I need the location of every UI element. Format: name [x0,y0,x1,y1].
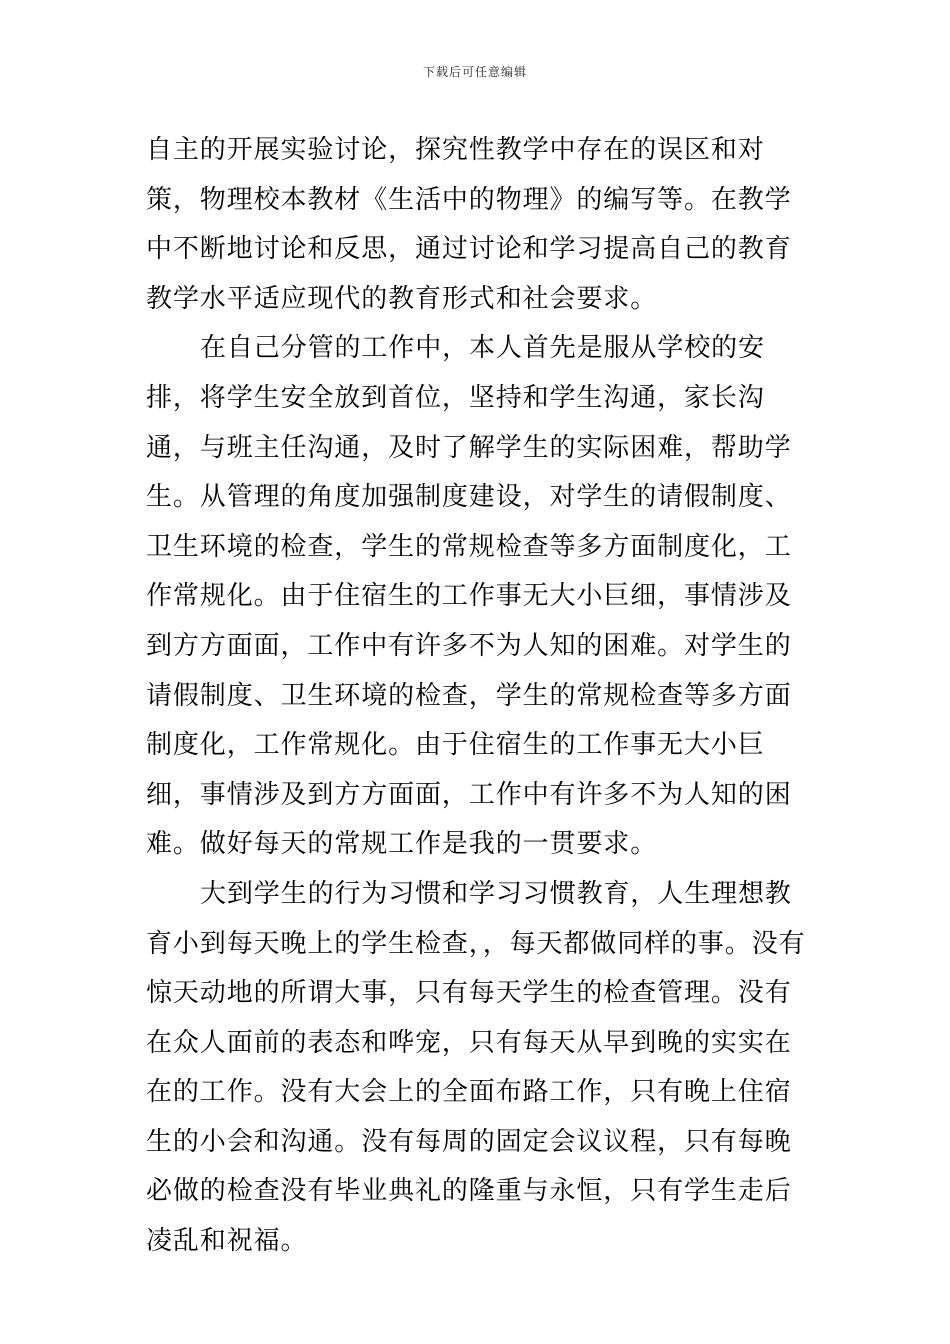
paragraph-2: 在自己分管的工作中，本人首先是服从学校的安排，将学生安全放到首位，坚持和学生沟通，家长沟通，与班主任沟通，及时了解学生的实际困难，帮助学生。从管理的角度加强制度建设，对学生的请假制度、卫生环境的检查，学生的常规检查等多方面制度化，工作常规化。由于住宿生的工作事无大小巨细，事情涉及到方方面面，工作中有许多不为人知的困难。对学生的请假制度、卫生环境的检查，学生的常规检查等多方面制度化，工作常规化。由于住宿生的工作事无大小巨细，事情涉及到方方面面，工作中有许多不为人知的困难。做好每天的常规工作是我的一贯要求。 [146,333,792,860]
paragraph-1: 自主的开展实验讨论，探究性教学中存在的误区和对策，物理校本教材《生活中的物理》的编写等。在教学中不断地讨论和反思，通过讨论和学习提高自己的教育教学水平适应现代的教育形式和社会要求。 [146,135,792,314]
paragraph-3: 大到学生的行为习惯和学习习惯教育，人生理想教育小到每天晚上的学生检查，，每天都做同样的事。没有惊天动地的所谓大事，只有每天学生的检查管理。没有在众人面前的表态和哗宠，只有每天从早到晚的实实在在的工作。没有大会上的全面布路工作，只有晚上住宿生的小会和沟通。没有每周的固定会议议程，只有每晚必做的检查没有毕业典礼的隆重与永恒，只有学生走后凌乱和祝福。 [146,878,806,1257]
document-body [146,126,810,1267]
page-header: 下载后可任意编辑 [422,65,527,79]
